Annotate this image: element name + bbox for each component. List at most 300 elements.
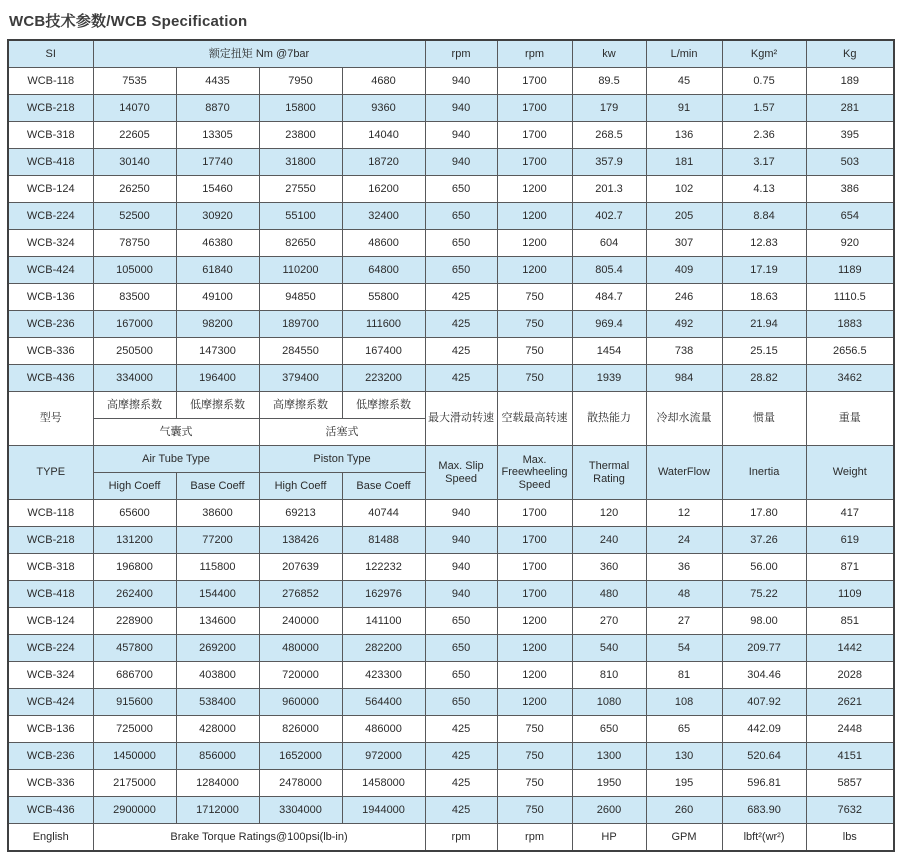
- header-row: [8, 40, 894, 68]
- page-title: WCB技术参数/WCB Specification: [9, 13, 248, 30]
- value-cell: 417: [806, 500, 894, 527]
- value-cell: 750: [497, 284, 572, 311]
- value-cell: 334000: [93, 365, 176, 392]
- value-cell: 196800: [93, 554, 176, 581]
- value-cell: 64800: [342, 257, 425, 284]
- value-cell: 423300: [342, 662, 425, 689]
- value-cell: 492: [646, 311, 722, 338]
- value-cell: 750: [497, 797, 572, 824]
- thermal-rating-en: Thermal Rating: [572, 446, 646, 500]
- value-cell: 738: [646, 338, 722, 365]
- value-cell: 2600: [572, 797, 646, 824]
- table-row: [8, 608, 894, 635]
- model-cell: WCB-118: [8, 500, 93, 527]
- footer-unit-lbft2: lbft²(wr²): [722, 824, 806, 852]
- value-cell: 402.7: [572, 203, 646, 230]
- value-cell: 201.3: [572, 176, 646, 203]
- wcb-spec-table: [7, 39, 895, 852]
- value-cell: 564400: [342, 689, 425, 716]
- value-cell: 395: [806, 122, 894, 149]
- value-cell: 102: [646, 176, 722, 203]
- value-cell: 179: [572, 95, 646, 122]
- table-row: [8, 95, 894, 122]
- value-cell: 654: [806, 203, 894, 230]
- value-cell: 856000: [176, 743, 259, 770]
- coeff-label-cn-3: 高摩擦系数: [259, 392, 342, 419]
- value-cell: 1458000: [342, 770, 425, 797]
- value-cell: 56.00: [722, 554, 806, 581]
- value-cell: 134600: [176, 608, 259, 635]
- value-cell: 240: [572, 527, 646, 554]
- footer-label: English: [8, 824, 93, 852]
- coeff-label-cn-1: 高摩擦系数: [93, 392, 176, 419]
- table-row: [8, 662, 894, 689]
- value-cell: 15460: [176, 176, 259, 203]
- value-cell: 1700: [497, 68, 572, 95]
- value-cell: 940: [425, 149, 497, 176]
- value-cell: 1700: [497, 527, 572, 554]
- model-cell: WCB-336: [8, 338, 93, 365]
- value-cell: 45: [646, 68, 722, 95]
- value-cell: 189700: [259, 311, 342, 338]
- value-cell: 1454: [572, 338, 646, 365]
- value-cell: 17.80: [722, 500, 806, 527]
- value-cell: 281: [806, 95, 894, 122]
- value-cell: 18720: [342, 149, 425, 176]
- value-cell: 307: [646, 230, 722, 257]
- coeff-label-en-1: High Coeff: [93, 473, 176, 500]
- value-cell: 1450000: [93, 743, 176, 770]
- value-cell: 2175000: [93, 770, 176, 797]
- max-slip-speed-en: Max. Slip Speed: [425, 446, 497, 500]
- value-cell: 26250: [93, 176, 176, 203]
- footer-unit-lbs: lbs: [806, 824, 894, 852]
- value-cell: 2900000: [93, 797, 176, 824]
- value-cell: 1700: [497, 149, 572, 176]
- value-cell: 40744: [342, 500, 425, 527]
- value-cell: 1700: [497, 122, 572, 149]
- air-tube-type-cn: 气囊式: [93, 419, 259, 446]
- piston-type-cn: 活塞式: [259, 419, 425, 446]
- value-cell: 1883: [806, 311, 894, 338]
- value-cell: 1700: [497, 554, 572, 581]
- value-cell: 940: [425, 500, 497, 527]
- value-cell: 1700: [497, 581, 572, 608]
- table-row: [8, 311, 894, 338]
- table-footer: [8, 824, 894, 852]
- footer-unit-hp: HP: [572, 824, 646, 852]
- value-cell: 540: [572, 635, 646, 662]
- water-flow-cn: 冷却水流量: [646, 392, 722, 446]
- value-cell: 46380: [176, 230, 259, 257]
- value-cell: 1200: [497, 689, 572, 716]
- value-cell: 619: [806, 527, 894, 554]
- value-cell: 650: [425, 689, 497, 716]
- value-cell: 4151: [806, 743, 894, 770]
- value-cell: 650: [425, 230, 497, 257]
- value-cell: 4435: [176, 68, 259, 95]
- model-label-en: TYPE: [8, 446, 93, 500]
- value-cell: 425: [425, 338, 497, 365]
- model-cell: WCB-236: [8, 743, 93, 770]
- value-cell: 15800: [259, 95, 342, 122]
- model-cell: WCB-324: [8, 662, 93, 689]
- value-cell: 38600: [176, 500, 259, 527]
- value-cell: 425: [425, 365, 497, 392]
- value-cell: 27550: [259, 176, 342, 203]
- table-row: [8, 527, 894, 554]
- value-cell: 195: [646, 770, 722, 797]
- value-cell: 55800: [342, 284, 425, 311]
- value-cell: 207639: [259, 554, 342, 581]
- table-row: [8, 284, 894, 311]
- water-flow-en: WaterFlow: [646, 446, 722, 500]
- value-cell: 1200: [497, 635, 572, 662]
- value-cell: 246: [646, 284, 722, 311]
- table-row: [8, 230, 894, 257]
- value-cell: 13305: [176, 122, 259, 149]
- model-cell: WCB-136: [8, 716, 93, 743]
- value-cell: 0.75: [722, 68, 806, 95]
- value-cell: 61840: [176, 257, 259, 284]
- mid-header-section: [8, 392, 894, 500]
- value-cell: 154400: [176, 581, 259, 608]
- value-cell: 940: [425, 581, 497, 608]
- value-cell: 480000: [259, 635, 342, 662]
- model-cell: WCB-324: [8, 230, 93, 257]
- value-cell: 1.57: [722, 95, 806, 122]
- value-cell: 111600: [342, 311, 425, 338]
- value-cell: 940: [425, 122, 497, 149]
- value-cell: 55100: [259, 203, 342, 230]
- value-cell: 250500: [93, 338, 176, 365]
- value-cell: 425: [425, 743, 497, 770]
- value-cell: 9360: [342, 95, 425, 122]
- value-cell: 1200: [497, 608, 572, 635]
- value-cell: 65600: [93, 500, 176, 527]
- value-cell: 720000: [259, 662, 342, 689]
- value-cell: 223200: [342, 365, 425, 392]
- value-cell: 425: [425, 284, 497, 311]
- col-header-unit-rpm1: rpm: [425, 40, 497, 68]
- value-cell: 18.63: [722, 284, 806, 311]
- model-cell: WCB-436: [8, 797, 93, 824]
- value-cell: 1712000: [176, 797, 259, 824]
- model-cell: WCB-418: [8, 581, 93, 608]
- model-cell: WCB-436: [8, 365, 93, 392]
- piston-type-en: Piston Type: [259, 446, 425, 473]
- value-cell: 520.64: [722, 743, 806, 770]
- value-cell: 77200: [176, 527, 259, 554]
- value-cell: 826000: [259, 716, 342, 743]
- value-cell: 12.83: [722, 230, 806, 257]
- table-row: [8, 635, 894, 662]
- value-cell: 750: [497, 770, 572, 797]
- value-cell: 48600: [342, 230, 425, 257]
- value-cell: 650: [425, 257, 497, 284]
- model-cell: WCB-424: [8, 689, 93, 716]
- value-cell: 260: [646, 797, 722, 824]
- value-cell: 750: [497, 311, 572, 338]
- table-row: [8, 770, 894, 797]
- value-cell: 1950: [572, 770, 646, 797]
- value-cell: 2.36: [722, 122, 806, 149]
- value-cell: 360: [572, 554, 646, 581]
- coeff-label-en-2: Base Coeff: [176, 473, 259, 500]
- col-header-si: SI: [8, 40, 93, 68]
- coeff-label-cn-4: 低摩擦系数: [342, 392, 425, 419]
- value-cell: 650: [425, 662, 497, 689]
- value-cell: 23800: [259, 122, 342, 149]
- value-cell: 538400: [176, 689, 259, 716]
- value-cell: 750: [497, 365, 572, 392]
- thermal-rating-cn: 散热能力: [572, 392, 646, 446]
- value-cell: 1110.5: [806, 284, 894, 311]
- value-cell: 110200: [259, 257, 342, 284]
- en-header-row-1: [8, 446, 894, 473]
- value-cell: 596.81: [722, 770, 806, 797]
- value-cell: 98200: [176, 311, 259, 338]
- value-cell: 686700: [93, 662, 176, 689]
- coeff-label-cn-2: 低摩擦系数: [176, 392, 259, 419]
- value-cell: 940: [425, 68, 497, 95]
- value-cell: 98.00: [722, 608, 806, 635]
- table-row: [8, 716, 894, 743]
- value-cell: 16200: [342, 176, 425, 203]
- value-cell: 940: [425, 554, 497, 581]
- value-cell: 484.7: [572, 284, 646, 311]
- value-cell: 851: [806, 608, 894, 635]
- value-cell: 8.84: [722, 203, 806, 230]
- model-cell: WCB-124: [8, 176, 93, 203]
- value-cell: 750: [497, 743, 572, 770]
- value-cell: 17.19: [722, 257, 806, 284]
- table-row: [8, 176, 894, 203]
- value-cell: 425: [425, 311, 497, 338]
- model-cell: WCB-424: [8, 257, 93, 284]
- value-cell: 69213: [259, 500, 342, 527]
- value-cell: 3.17: [722, 149, 806, 176]
- metric-rows-section: [8, 68, 894, 392]
- value-cell: 31800: [259, 149, 342, 176]
- value-cell: 1284000: [176, 770, 259, 797]
- value-cell: 960000: [259, 689, 342, 716]
- value-cell: 5857: [806, 770, 894, 797]
- value-cell: 270: [572, 608, 646, 635]
- value-cell: 7632: [806, 797, 894, 824]
- model-cell: WCB-336: [8, 770, 93, 797]
- value-cell: 52500: [93, 203, 176, 230]
- value-cell: 78750: [93, 230, 176, 257]
- footer-unit-rpm2: rpm: [497, 824, 572, 852]
- value-cell: 2028: [806, 662, 894, 689]
- value-cell: 268.5: [572, 122, 646, 149]
- value-cell: 181: [646, 149, 722, 176]
- value-cell: 1652000: [259, 743, 342, 770]
- value-cell: 162976: [342, 581, 425, 608]
- value-cell: 54: [646, 635, 722, 662]
- value-cell: 1200: [497, 176, 572, 203]
- english-rows-section: [8, 500, 894, 824]
- model-cell: WCB-118: [8, 68, 93, 95]
- value-cell: 22605: [93, 122, 176, 149]
- air-tube-type-en: Air Tube Type: [93, 446, 259, 473]
- value-cell: 136: [646, 122, 722, 149]
- model-cell: WCB-136: [8, 284, 93, 311]
- value-cell: 940: [425, 95, 497, 122]
- coeff-label-en-4: Base Coeff: [342, 473, 425, 500]
- model-cell: WCB-224: [8, 635, 93, 662]
- model-label-cn: 型号: [8, 392, 93, 446]
- inertia-cn: 惯量: [722, 392, 806, 446]
- value-cell: 750: [497, 338, 572, 365]
- footer-torque-label: Brake Torque Ratings@100psi(lb-in): [93, 824, 425, 852]
- value-cell: 1944000: [342, 797, 425, 824]
- value-cell: 1200: [497, 230, 572, 257]
- value-cell: 36: [646, 554, 722, 581]
- model-cell: WCB-318: [8, 554, 93, 581]
- value-cell: 284550: [259, 338, 342, 365]
- value-cell: 1442: [806, 635, 894, 662]
- value-cell: 650: [425, 203, 497, 230]
- footer-unit-rpm1: rpm: [425, 824, 497, 852]
- value-cell: 304.46: [722, 662, 806, 689]
- value-cell: 442.09: [722, 716, 806, 743]
- value-cell: 486000: [342, 716, 425, 743]
- value-cell: 1189: [806, 257, 894, 284]
- value-cell: 750: [497, 716, 572, 743]
- value-cell: 7950: [259, 68, 342, 95]
- value-cell: 457800: [93, 635, 176, 662]
- col-header-unit-rpm2: rpm: [497, 40, 572, 68]
- table-row: [8, 338, 894, 365]
- value-cell: 196400: [176, 365, 259, 392]
- value-cell: 205: [646, 203, 722, 230]
- value-cell: 17740: [176, 149, 259, 176]
- value-cell: 972000: [342, 743, 425, 770]
- value-cell: 141100: [342, 608, 425, 635]
- value-cell: 120: [572, 500, 646, 527]
- value-cell: 83500: [93, 284, 176, 311]
- table-row: [8, 581, 894, 608]
- inertia-en: Inertia: [722, 446, 806, 500]
- value-cell: 24: [646, 527, 722, 554]
- col-header-rated-torque: 额定扭矩 Nm @7bar: [93, 40, 425, 68]
- value-cell: 1080: [572, 689, 646, 716]
- value-cell: 3462: [806, 365, 894, 392]
- col-header-unit-kg: Kg: [806, 40, 894, 68]
- value-cell: 425: [425, 716, 497, 743]
- value-cell: 82650: [259, 230, 342, 257]
- model-cell: WCB-124: [8, 608, 93, 635]
- value-cell: 1300: [572, 743, 646, 770]
- model-cell: WCB-218: [8, 527, 93, 554]
- model-cell: WCB-418: [8, 149, 93, 176]
- value-cell: 357.9: [572, 149, 646, 176]
- value-cell: 1109: [806, 581, 894, 608]
- value-cell: 105000: [93, 257, 176, 284]
- value-cell: 379400: [259, 365, 342, 392]
- model-cell: WCB-318: [8, 122, 93, 149]
- value-cell: 4.13: [722, 176, 806, 203]
- value-cell: 428000: [176, 716, 259, 743]
- value-cell: 37.26: [722, 527, 806, 554]
- value-cell: 209.77: [722, 635, 806, 662]
- value-cell: 810: [572, 662, 646, 689]
- value-cell: 1700: [497, 500, 572, 527]
- value-cell: 30920: [176, 203, 259, 230]
- value-cell: 8870: [176, 95, 259, 122]
- value-cell: 2621: [806, 689, 894, 716]
- value-cell: 94850: [259, 284, 342, 311]
- footer-unit-gpm: GPM: [646, 824, 722, 852]
- table-row: [8, 554, 894, 581]
- value-cell: 21.94: [722, 311, 806, 338]
- value-cell: 138426: [259, 527, 342, 554]
- value-cell: 30140: [93, 149, 176, 176]
- value-cell: 108: [646, 689, 722, 716]
- col-header-unit-kw: kw: [572, 40, 646, 68]
- value-cell: 403800: [176, 662, 259, 689]
- value-cell: 3304000: [259, 797, 342, 824]
- value-cell: 25.15: [722, 338, 806, 365]
- value-cell: 425: [425, 770, 497, 797]
- value-cell: 503: [806, 149, 894, 176]
- value-cell: 115800: [176, 554, 259, 581]
- value-cell: 27: [646, 608, 722, 635]
- value-cell: 89.5: [572, 68, 646, 95]
- value-cell: 48: [646, 581, 722, 608]
- value-cell: 2448: [806, 716, 894, 743]
- value-cell: 282200: [342, 635, 425, 662]
- value-cell: 81488: [342, 527, 425, 554]
- col-header-unit-kgm2: Kgm²: [722, 40, 806, 68]
- cn-header-row-1: [8, 392, 894, 419]
- value-cell: 725000: [93, 716, 176, 743]
- value-cell: 130: [646, 743, 722, 770]
- weight-cn: 重量: [806, 392, 894, 446]
- table-row: [8, 257, 894, 284]
- weight-en: Weight: [806, 446, 894, 500]
- table-row: [8, 797, 894, 824]
- value-cell: 131200: [93, 527, 176, 554]
- value-cell: 650: [425, 635, 497, 662]
- value-cell: 147300: [176, 338, 259, 365]
- model-cell: WCB-218: [8, 95, 93, 122]
- value-cell: 14040: [342, 122, 425, 149]
- table-top-header: [8, 40, 894, 68]
- value-cell: 969.4: [572, 311, 646, 338]
- value-cell: 1200: [497, 203, 572, 230]
- value-cell: 425: [425, 797, 497, 824]
- value-cell: 7535: [93, 68, 176, 95]
- value-cell: 65: [646, 716, 722, 743]
- table-row: [8, 500, 894, 527]
- value-cell: 871: [806, 554, 894, 581]
- value-cell: 4680: [342, 68, 425, 95]
- table-row: [8, 149, 894, 176]
- value-cell: 650: [572, 716, 646, 743]
- value-cell: 805.4: [572, 257, 646, 284]
- value-cell: 91: [646, 95, 722, 122]
- value-cell: 2656.5: [806, 338, 894, 365]
- table-row: [8, 365, 894, 392]
- table-row: [8, 68, 894, 95]
- value-cell: 32400: [342, 203, 425, 230]
- value-cell: 920: [806, 230, 894, 257]
- table-row: [8, 689, 894, 716]
- table-row: [8, 122, 894, 149]
